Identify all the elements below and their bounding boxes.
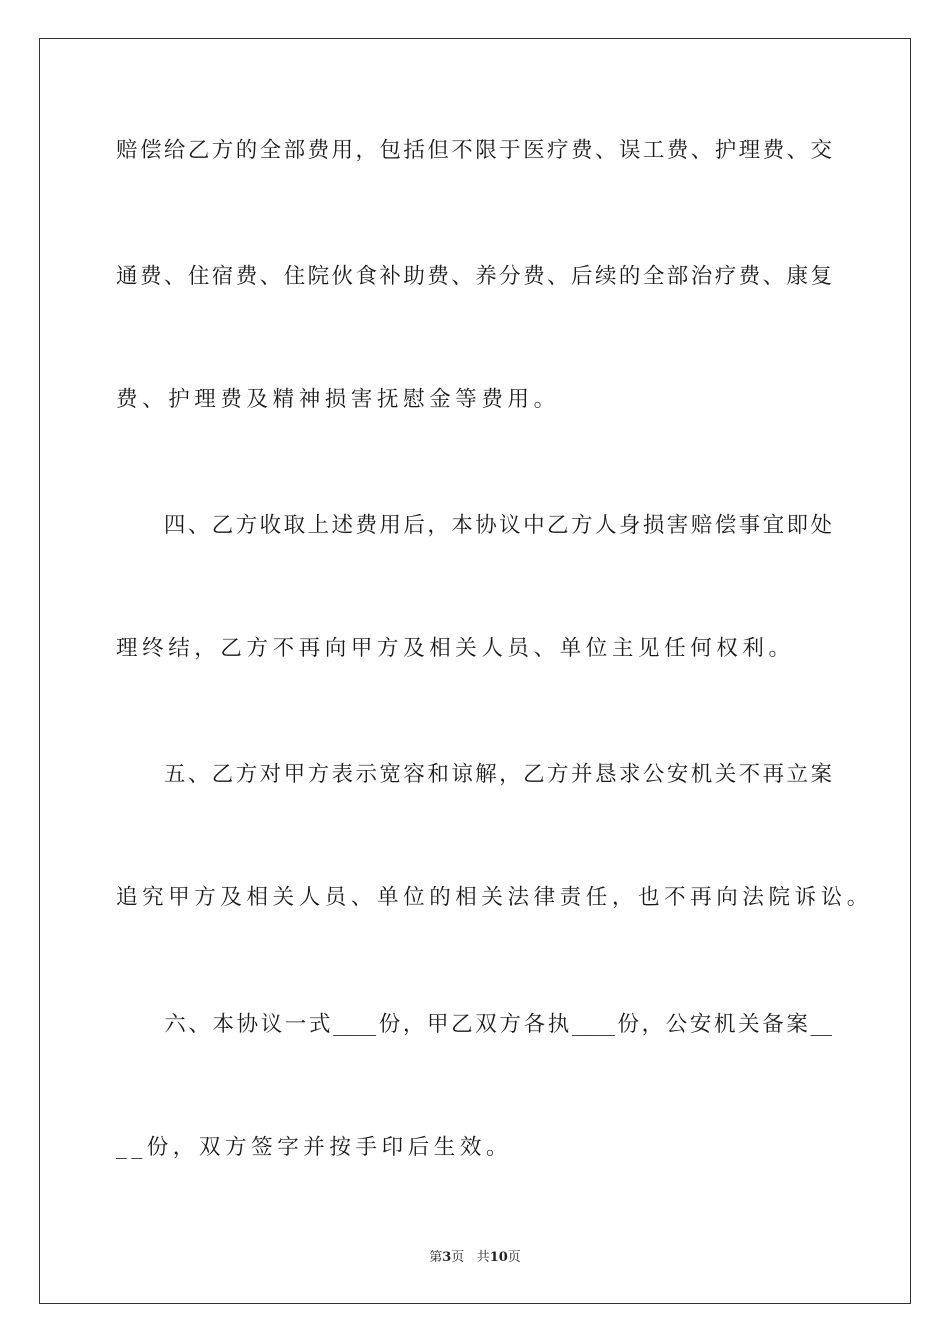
clause-6-line-2: __份，双方签字并按手印后生效。: [116, 1135, 513, 1160]
page-border: [39, 38, 911, 1304]
footer-page-suffix: 页: [451, 1250, 465, 1265]
body-line-2: 通费、住宿费、住院伙食补助费、养分费、后续的全部治疗费、康复: [116, 264, 832, 289]
footer-page-number: 3: [442, 1250, 452, 1265]
page-footer: [0, 1246, 950, 1265]
clause-5-line-2: 追究甲方及相关人员、单位的相关法律责任，也不再向法院诉讼。: [116, 885, 873, 910]
footer-total-pages: 10: [489, 1250, 508, 1265]
clause-4-line-2: 理终结，乙方不再向甲方及相关人员、单位主见任何权利。: [116, 636, 795, 661]
clause-6-line-1: 六、本协议一式____份，甲乙双方各执____份，公安机关备案__: [116, 1012, 832, 1037]
footer-total-suffix: 页: [507, 1250, 521, 1265]
body-line-3: 费、护理费及精神损害抚慰金等费用。: [116, 387, 560, 412]
body-line-1: 赔偿给乙方的全部费用，包括但不限于医疗费、误工费、护理费、交: [116, 138, 832, 163]
footer-total-prefix: 共: [476, 1250, 490, 1265]
clause-5-line-1: 五、乙方对甲方表示宽容和谅解，乙方并恳求公安机关不再立案: [116, 762, 832, 787]
clause-4-line-1: 四、乙方收取上述费用后，本协议中乙方人身损害赔偿事宜即处: [116, 513, 832, 538]
footer-page-prefix: 第: [429, 1250, 443, 1265]
